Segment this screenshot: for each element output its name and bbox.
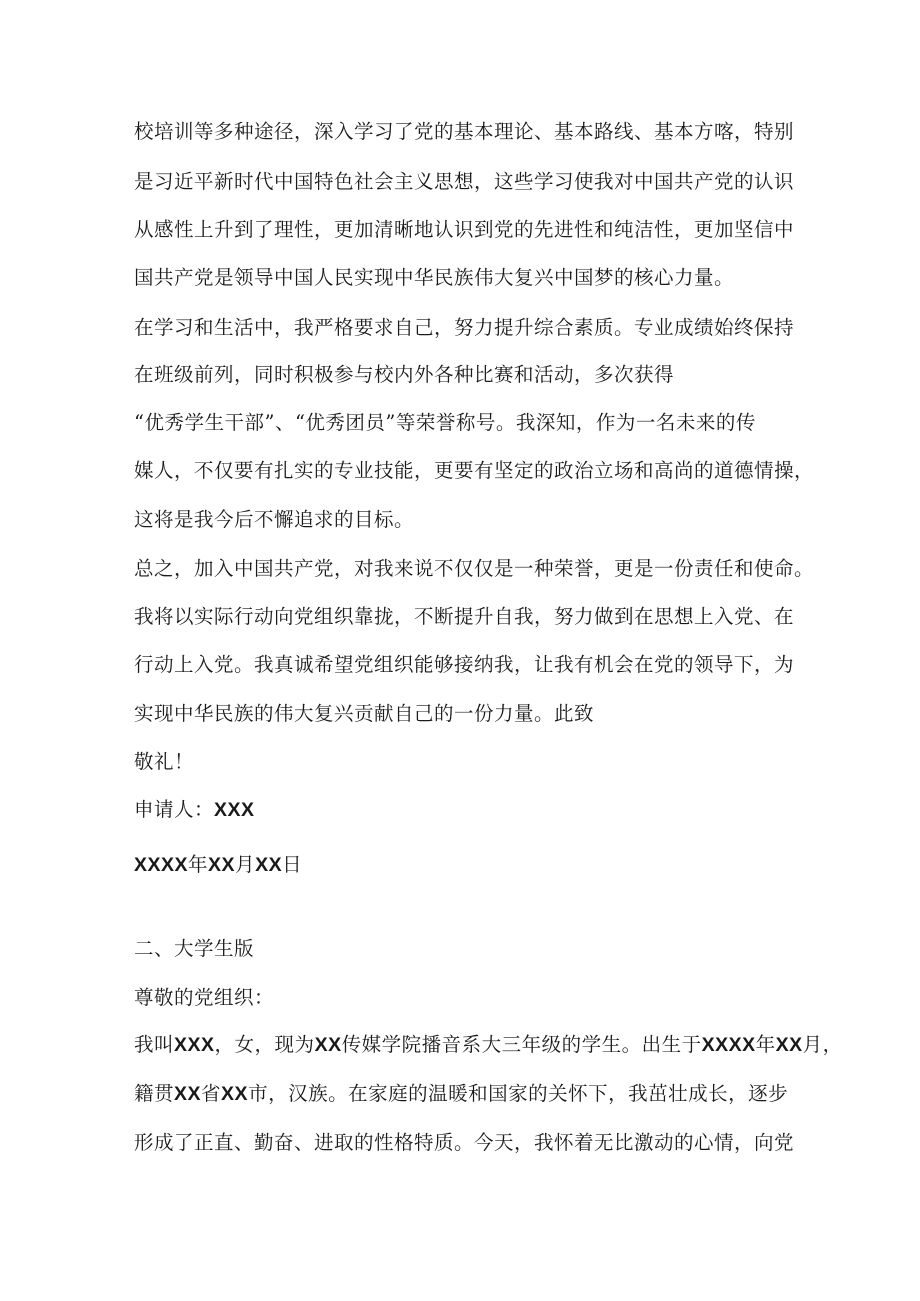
- paragraph-1-line-4: 国共产党是领导中国人民实现中华民族伟大复兴中国梦的核心力量。: [134, 266, 735, 289]
- p4-text-3: 传媒学院播音系大三年级的学生。出生于: [341, 1033, 702, 1056]
- paragraph-2-line-5: 这将是我今后不懈追求的目标。: [134, 508, 415, 531]
- paragraph-2-line-1: 在学习和生活中，我严格要求自己，努力提升综合素质。专业成绩始终保持: [134, 316, 795, 339]
- applicant-line: [134, 797, 255, 823]
- paragraph-1-line-3: 从感性上升到了理性，更加清晰地认识到党的先进性和纯洁性，更加坚信中: [134, 218, 795, 241]
- date-line: [134, 852, 302, 878]
- paragraph-1-line-1: 校培训等多种途径，深入学习了党的基本理论、基本路线、基本方喀，特别: [134, 120, 795, 143]
- p4-text-4: 年: [755, 1033, 776, 1056]
- date-day-suffix: 日: [282, 853, 303, 876]
- paragraph-3-line-1: 总之，加入中国共产党，对我来说不仅仅是一种荣誉，更是一份责任和使命。: [134, 557, 815, 580]
- paragraph-4-line-3: 形成了正直、勤奋、进取的性格特质。今天，我怀着无比激动的心情，向党: [134, 1131, 795, 1154]
- paragraph-3-line-4: 实现中华民族的伟大复兴贡献自己的一份力量。此致: [134, 702, 595, 725]
- salutation: 尊敬的党组织：: [134, 986, 275, 1009]
- paragraph-3-line-2: 我将以实际行动向党组织靠拢，不断提升自我，努力做到在思想上入党、在: [134, 605, 795, 628]
- p4-province: XX: [174, 1083, 202, 1105]
- paragraph-4-line-1: [134, 1032, 843, 1058]
- date-month: XX: [208, 854, 236, 876]
- applicant-label: 申请人：: [134, 798, 215, 821]
- paragraph-2-line-3: “优秀学生干部”、“优秀团员”等荣誉称号。我深知，作为一名未来的传: [134, 411, 756, 434]
- date-year: XXXX: [134, 854, 189, 876]
- p4-school: XX: [314, 1034, 342, 1056]
- p4-name: XXX: [174, 1034, 215, 1056]
- p4-l2-text-3: 市，汉族。在家庭的温暖和国家的关怀下，我茁壮成长，逐步: [248, 1082, 789, 1105]
- p4-l2-text-1: 籍贯: [134, 1082, 175, 1105]
- p4-text-1: 我叫: [134, 1033, 175, 1056]
- p4-l2-text-2: 省: [201, 1082, 222, 1105]
- date-month-suffix: 月: [235, 853, 256, 876]
- date-day: XX: [255, 854, 283, 876]
- paragraph-1-line-2: 是习近平新时代中国特色社会主义思想，这些学习使我对中国共产党的认识: [134, 170, 795, 193]
- closing-text: 敬礼！: [134, 750, 195, 773]
- paragraph-2-line-2: 在班级前列，同时积极参与校内外各种比赛和活动，多次获得: [134, 363, 675, 386]
- paragraph-3-line-3: 行动上入党。我真诚希望党组织能够接纳我，让我有机会在党的领导下，为: [134, 653, 795, 676]
- paragraph-2-line-4: 媒人，不仅要有扎实的专业技能，更要有坚定的政治立场和高尚的道德情操，: [134, 459, 815, 482]
- p4-birth-year: XXXX: [701, 1034, 756, 1056]
- applicant-name: XXX: [214, 799, 255, 821]
- p4-birth-month: XX: [775, 1034, 803, 1056]
- p4-city: XX: [221, 1083, 249, 1105]
- date-year-suffix: 年: [188, 853, 209, 876]
- p4-text-5: 月，: [802, 1033, 843, 1056]
- section-title: 二、大学生版: [134, 937, 255, 960]
- paragraph-4-line-2: [134, 1081, 788, 1107]
- p4-text-2: ，女，现为: [214, 1033, 315, 1056]
